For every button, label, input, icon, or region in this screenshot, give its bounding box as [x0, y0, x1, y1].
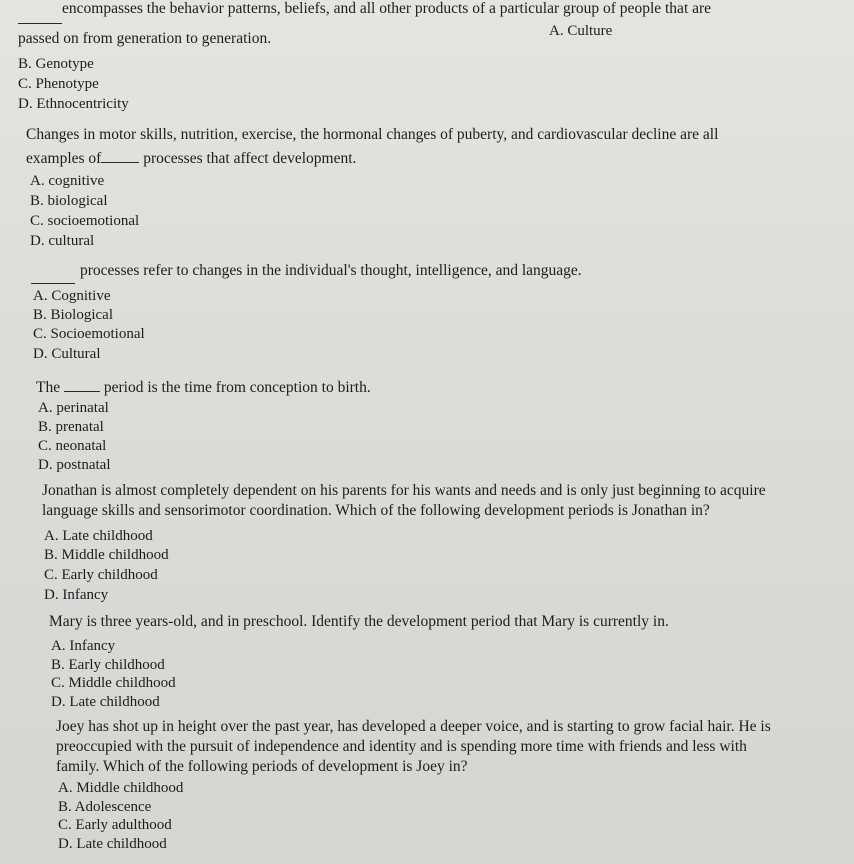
answer-option: A. cognitive [30, 173, 105, 189]
question-stem-line [36, 379, 371, 397]
answer-option: C. Phenotype [18, 76, 99, 92]
question-stem: Mary is three years-old, and in preschool. Identify the development period that Mary is currently in. [49, 613, 669, 630]
answer-option: A. Late childhood [44, 528, 153, 544]
answer-option: D. postnatal [38, 457, 111, 473]
answer-option: A. Middle childhood [58, 780, 184, 796]
answer-option: C. Early adulthood [58, 817, 172, 833]
answer-option: D. Cultural [33, 346, 101, 362]
question-stem: encompasses the behavior patterns, beliefs, and all other products of a particular group of people that are [62, 0, 712, 17]
answer-option: C. Middle childhood [51, 675, 176, 691]
answer-option: A. Infancy [51, 638, 116, 654]
question-stem: preoccupied with the pursuit of independence and identity and is spending more time with friends and less with [56, 738, 747, 755]
answer-option: C. socioemotional [30, 213, 140, 229]
answer-option: B. Early childhood [51, 657, 165, 673]
answer-option: D. Ethnocentricity [18, 96, 129, 112]
answer-option: B. Genotype [18, 56, 94, 72]
question-stem: Joey has shot up in height over the past year, has developed a deeper voice, and is starting to grow facial hair. He is [56, 718, 771, 735]
question-stem: passed on from generation to generation. [18, 30, 272, 47]
answer-option: B. prenatal [38, 419, 104, 435]
answer-blank [18, 22, 62, 24]
question-stem: family. Which of the following periods of development is Joey in? [56, 758, 468, 775]
answer-option: D. Infancy [44, 587, 109, 603]
answer-option: B. Biological [33, 307, 113, 323]
question-stem: Changes in motor skills, nutrition, exercise, the hormonal changes of puberty, and cardiovascular decline are all [26, 126, 719, 143]
question-stem: processes refer to changes in the individual's thought, intelligence, and language. [80, 262, 582, 279]
question-stem-part: period is the time from conception to birth. [103, 379, 371, 396]
answer-option: C. Early childhood [44, 567, 158, 583]
answer-option: A. perinatal [38, 400, 109, 416]
answer-blank [64, 379, 100, 392]
answer-option: B. biological [30, 193, 108, 209]
answer-blank [101, 150, 139, 163]
question-stem-line [26, 150, 356, 168]
question-stem-part: examples of [26, 150, 102, 167]
answer-option: D. Late childhood [51, 694, 160, 710]
answer-option: A. Cognitive [33, 288, 111, 304]
answer-option: A. Culture [549, 23, 613, 39]
question-stem-part: The [36, 379, 61, 396]
question-stem: Jonathan is almost completely dependent on his parents for his wants and needs and is only just beginning to acquire [42, 482, 766, 499]
answer-option: C. Socioemotional [33, 326, 145, 342]
question-stem-part: processes that affect development. [143, 150, 357, 167]
answer-option: C. neonatal [38, 438, 107, 454]
answer-option: D. cultural [30, 233, 95, 249]
answer-option: B. Adolescence [58, 799, 152, 815]
question-stem: language skills and sensorimotor coordination. Which of the following development periods is Jonathan in? [42, 502, 710, 519]
answer-option: B. Middle childhood [44, 547, 169, 563]
answer-option: D. Late childhood [58, 836, 167, 852]
answer-blank [31, 282, 75, 284]
